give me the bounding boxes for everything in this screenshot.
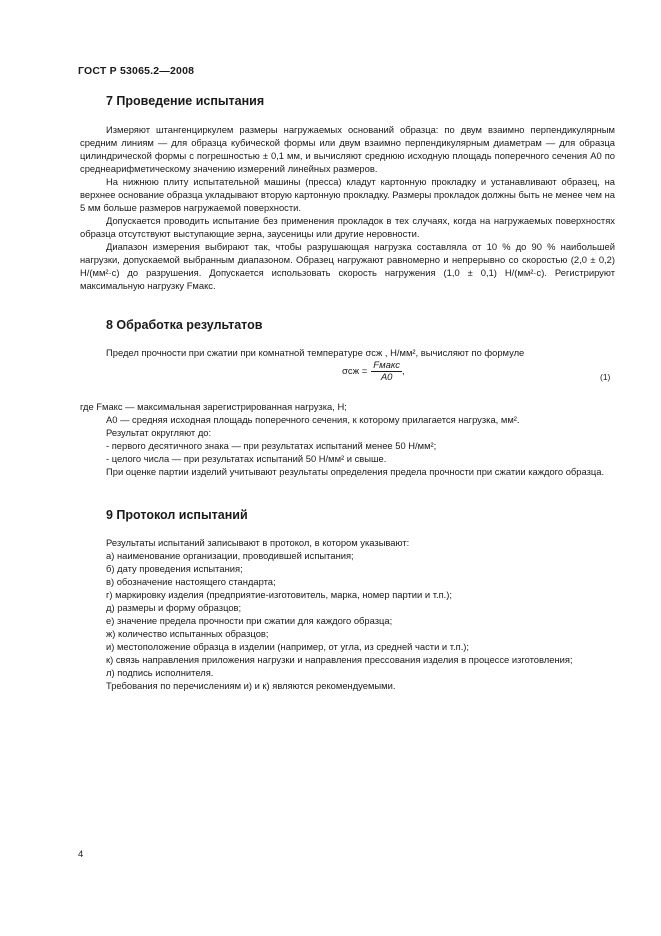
- formula-lhs: σсж =: [342, 366, 368, 377]
- list-item: и) местоположение образца в изделии (например, от угла, из средней части и т.п.);: [106, 641, 470, 652]
- section-7-title: 7 Проведение испытания: [106, 94, 265, 108]
- list-item: к) связь направления приложения нагрузки и направления прессования изделия в процессе изготовления;: [106, 654, 573, 665]
- section-8-body: [80, 400, 615, 478]
- list-item: а) наименование организации, проводившей испытания;: [106, 550, 354, 561]
- list-item: б) дату проведения испытания;: [106, 563, 243, 574]
- list-item: - первого десятичного знака — при результатах испытаний менее 50 Н/мм²;: [106, 440, 437, 451]
- where-line: где Fмакс — максимальная зарегистрированная нагрузка, Н;: [80, 401, 347, 412]
- list-item: - целого числа — при результатах испытаний 50 Н/мм² и свыше.: [106, 453, 387, 464]
- paragraph: При оценке партии изделий учитывают результаты определения предела прочности при сжатии каждого образца.: [106, 466, 605, 477]
- section-7-body: [80, 123, 615, 292]
- section-8-title: 8 Обработка результатов: [106, 318, 263, 332]
- paragraph: Предел прочности при сжатии при комнатной температуре σсж , Н/мм², вычисляют по формуле: [106, 347, 525, 358]
- list-item: ж) количество испытанных образцов;: [106, 628, 269, 639]
- section-8-intro: [80, 346, 615, 359]
- section-9-body: [80, 536, 615, 692]
- document-header: ГОСТ Р 53065.2—2008: [78, 65, 195, 77]
- formula-number: (1): [600, 372, 611, 382]
- where-line: A0 — средняя исходная площадь поперечного сечения, к которому прилагается нагрузка, мм².: [106, 414, 520, 425]
- formula-tail: ,: [402, 366, 405, 377]
- list-item: в) обозначение настоящего стандарта;: [106, 576, 276, 587]
- list-item: д) размеры и форму образцов;: [106, 602, 242, 613]
- paragraph: Результаты испытаний записывают в протокол, в котором указывают:: [106, 537, 410, 548]
- paragraph: На нижнюю плиту испытательной машины (пресса) кладут картонную прокладку и устанавливают образец, на верхнее основание образца укладывают вторую картонную прокладку. Размеры прокладок должны быть не менее чем на 5 мм больше размеров нагружаемой поверхности.: [80, 176, 615, 213]
- list-item: л) подпись исполнителя.: [106, 667, 214, 678]
- formula: [342, 360, 405, 383]
- paragraph: Диапазон измерения выбирают так, чтобы разрушающая нагрузка составляла от 10 % до 90 % наибольшей нагрузки, допускаемой выбранным диапазоном. Образец нагружают равномерно и непрерывно со скоростью (2,0 ± 0,2) Н/(мм²·с) до разрушения. Допускается использовать скорость нагружения (1,0 ± 0,1) Н/(мм²·с). Регистрируют максимальную нагрузку Fмакс.: [80, 241, 615, 291]
- paragraph: Допускается проводить испытание без применения прокладок в тех случаях, когда на нагружаемых поверхностях образца отсутствуют выступающие зерна, заусеницы или другие неровности.: [80, 215, 615, 239]
- paragraph: Требования по перечислениям и) и к) являются рекомендуемыми.: [106, 680, 396, 691]
- list-item: г) маркировку изделия (предприятие-изготовитель, марка, номер партии и т.п.);: [106, 589, 452, 600]
- paragraph: Результат округляют до:: [106, 427, 212, 438]
- formula-fraction: [371, 360, 402, 383]
- formula-numerator: Fмакс: [373, 360, 400, 371]
- formula-denominator: A0: [380, 372, 393, 383]
- list-item: е) значение предела прочности при сжатии для каждого образца;: [106, 615, 393, 626]
- paragraph: Измеряют штангенциркулем размеры нагружаемых оснований образца: по двум взаимно перпендикулярным средним линиям — для образца кубической формы или двум взаимно перпендикулярным диаметрам — для образца цилиндрической формы с погрешностью ± 0,1 мм, и вычисляют среднюю исходную площадь поперечного сечения A0 по среднеарифметическому значению измерений линейных размеров.: [80, 124, 615, 174]
- page-number: 4: [78, 849, 84, 860]
- section-9-title: 9 Протокол испытаний: [106, 508, 248, 522]
